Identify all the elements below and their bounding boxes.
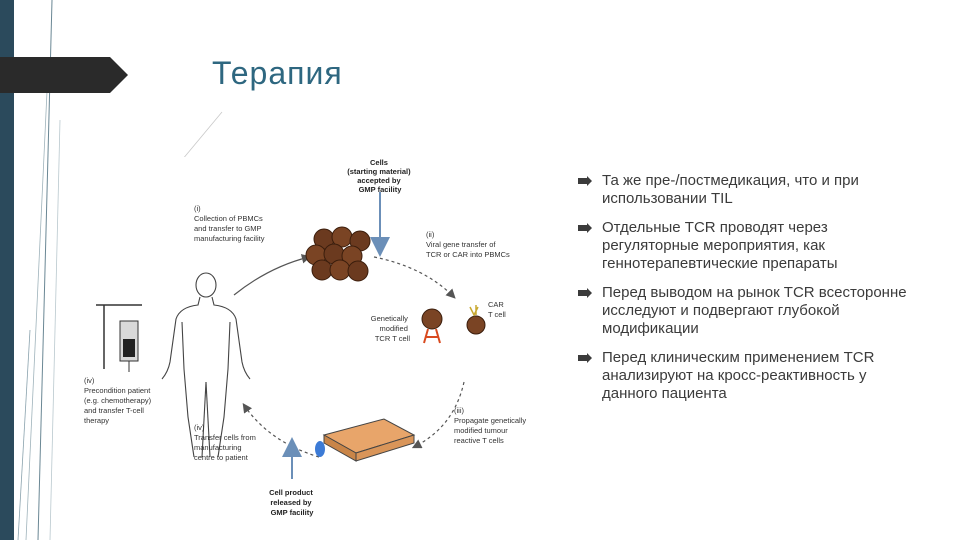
bullet-text: Та же пре-/постмедикация, что и при использовании TIL <box>602 172 859 207</box>
step-i-label: (i) Collection of PBMCs and transfer to GMP manufacturing facility <box>194 204 265 243</box>
tcr-t-cell <box>422 309 442 343</box>
arrow-bullet-icon <box>578 353 592 363</box>
bullet-item <box>578 284 908 338</box>
bullet-item <box>578 172 908 208</box>
step-iii-label: (iii) Propagate genetically modified tumour reactive T cells <box>454 406 527 445</box>
arrow-bullet-icon <box>578 288 592 298</box>
cycle-arrow-top-right <box>374 257 454 297</box>
arrow-bullet-icon <box>578 223 592 233</box>
iv-drip-stand <box>96 305 142 372</box>
bullet-item <box>578 219 908 273</box>
arrow-bullet-icon <box>578 176 592 186</box>
step-iv-precondition-label: (iv) Precondition patient (e.g. chemotherapy) and transfer T-cell therapy <box>84 376 152 425</box>
step-iv-transfer-label: (iv) Transfer cells from manufacturing centre to patient <box>194 423 256 462</box>
bullet-list <box>578 172 908 414</box>
bottom-label: Cell product released by GMP facility <box>269 488 314 517</box>
culture-flask <box>315 419 414 461</box>
car-cell-label: CAR T cell <box>488 300 506 319</box>
top-label: Cells (starting material) accepted by GMP facility <box>347 158 411 194</box>
car-t-cell <box>467 305 485 334</box>
bullet-text: Перед выводом на рынок TCR всесторонне исследуют и подвергают глубокой модификации <box>602 284 907 337</box>
therapy-cycle-diagram <box>84 157 544 523</box>
pbmc-cell-cluster <box>306 227 370 281</box>
cycle-arrow-top-left <box>234 257 309 295</box>
bullet-text: Отдельные TCR проводят через регуляторные мероприятия, как геннотерапевтические препараты <box>602 219 838 272</box>
slide-title: Терапия <box>212 55 343 91</box>
cycle-arrow-bottom-left <box>244 405 319 457</box>
bullet-text: Перед клиническим применением TCR анализируют на кросс-реактивность у данного пациента <box>602 349 875 402</box>
tcr-cell-label: Genetically modified TCR T cell <box>370 314 410 343</box>
step-ii-label: (ii) Viral gene transfer of TCR or CAR into PBMCs <box>426 230 510 259</box>
bullet-item <box>578 349 908 403</box>
title-tab-shape <box>0 57 128 93</box>
